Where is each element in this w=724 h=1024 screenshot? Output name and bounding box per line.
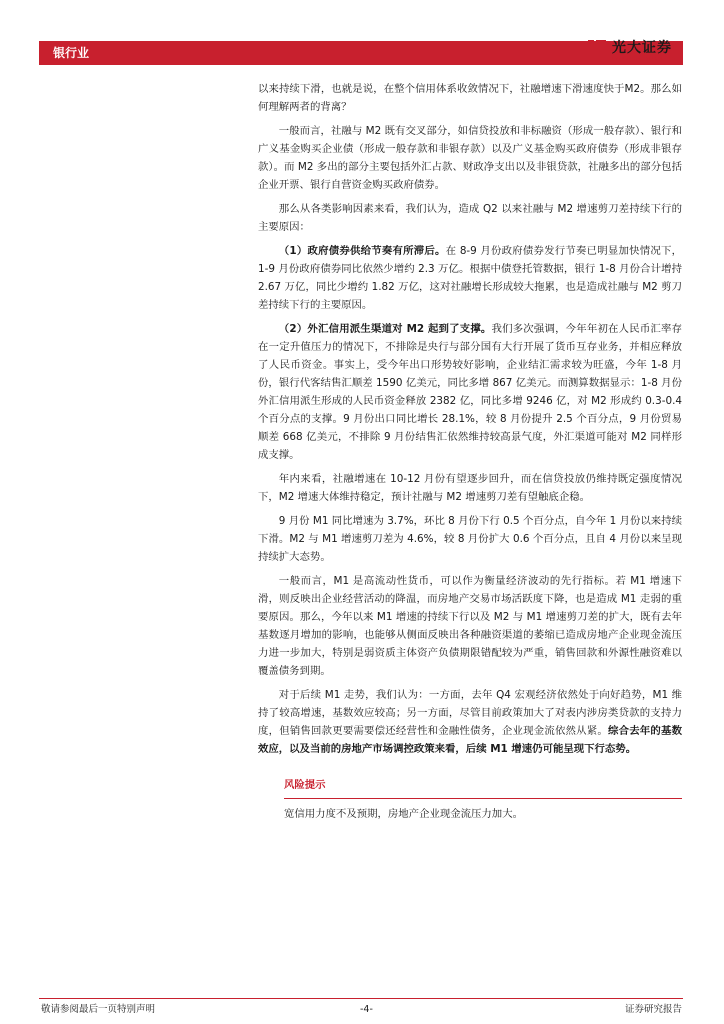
footer-disclaimer: 敬请参阅最后一页特别声明 [41,1004,156,1015]
point-title: （2）外汇信用派生渠道对 M2 起到了支撑。 [278,323,492,335]
paragraph: 一般而言，社融与 M2 既有交叉部分，如信贷投放和非标融资（形成一般存款）、银行和广义基金购买企业债（形成一般存款和非银存款）以及广义基金购买政府债券（形成非银存款）。而 M2 多出的部分主要包括外汇占款、财政净支出以及非银贷款，社融多出的部分包括企业开票、银行自营资金购买政府债券。 [258,125,682,191]
paragraph: 以来持续下滑，也就是说，在整个信用体系收敛情况下，社融增速下滑速度快于M2。那么如何理解两者的背离？ [258,83,682,113]
point-paragraph [258,242,682,314]
risk-title: 风险提示 [284,779,326,791]
paragraph: 年内来看，社融增速在 10-12 月份有望逐步回升，而在信贷投放仍维持既定强度情况下，M2 增速大体维持稳定，预计社融与 M2 增速剪刀差有望触底企稳。 [258,473,682,503]
point-paragraph [258,320,682,464]
logo-text-en: EVERBRIGHT SECURITIES [612,57,676,62]
risk-section [284,776,682,823]
main-content [258,80,682,764]
point-title: （1）政府债券供给节奏有所滞后。 [278,245,446,257]
logo-text-cn: 光大证券 [612,40,672,56]
footer-report-type: 证券研究报告 [624,1004,682,1015]
point-body: 我们多次强调，今年年初在人民币汇率存在一定升值压力的情况下，不排除是央行与部分国有大行开展了货币互存业务，并相应释放了人民币资金。事实上，受今年出口形势较好影响，企业结汇需求较为旺盛，今年 1-8 月份，银行代客结售汇顺差 1590 亿美元，同比多增 867 亿美元。而测算数据显示：1-8 月份外汇信用派生形成的人民币资金释放 2382 亿，同比多增 9246 亿，对 M2 形成约 0.3-0.4 个百分点的支撑。9 月份出口同比增长 28.1%，较 8 月份提升 2.5 个百分点，9 月份贸易顺差 668 亿美元，不排除 9 月份结售汇依然维持较高景气度，外汇渠道可能对 M2 同样形成支撑。 [258,323,682,461]
paragraph: 那么从各类影响因素来看，我们认为，造成 Q2 以来社融与 M2 增速剪刀差持续下行的主要原因： [258,203,682,233]
everbright-logo [586,38,696,68]
everbright-logo-icon [586,38,608,66]
page-number: -4- [360,1004,373,1015]
paragraph [258,686,682,758]
section-label: 银行业 [53,46,90,60]
paragraph: 9 月份 M1 同比增速为 3.7%，环比 8 月份下行 0.5 个百分点，自今年 1 月份以来持续下滑。M2 与 M1 增速剪刀差为 4.6%，较 8 月份扩大 0.6 个百分点，且自 4 月份以来呈现持续扩大态势。 [258,515,682,563]
final-paragraph-conclusion: 综合去年的基数效应，以及当前的房地产市场调控政策来看，后续 M1 增速仍可能呈现下行态势。 [258,725,683,755]
risk-text: 宽信用力度不及预期，房地产企业现金流压力加大。 [284,808,523,820]
final-paragraph-text: 对于后续 M1 走势，我们认为：一方面，去年 Q4 宏观经济依然处于向好趋势，M1 维持了较高增速，基数效应较高；另一方面，尽管目前政策加大了对表内涉房类贷款的支持力度，但销售回款更要需要偿还经营性和金融性债务，企业现金流依然从紧。 [258,689,682,737]
footer-divider [39,998,683,999]
risk-divider [284,798,682,799]
point-body: 在 8-9 月份政府债券发行节奏已明显加快情况下，1-9 月份政府债券同比依然少增约 2.3 万亿。根据中债登托管数据，银行 1-8 月份合计增持 2.67 万亿，同比少增约 1.82 万亿，这对社融增长形成较大拖累，也是造成社融与 M2 剪刀差持续下行的主要原因。 [258,245,682,311]
paragraph: 一般而言，M1 是高流动性货币，可以作为衡量经济波动的先行指标。若 M1 增速下滑，则反映出企业经营活动的降温，而房地产交易市场活跃度下降，也是造成 M1 走弱的重要原因。那么，今年以来 M1 增速的持续下行以及 M2 与 M1 增速剪刀差的扩大，既有去年基数逐月增加的影响，也能够从侧面反映出各种融资渠道的萎缩已造成房地产企业现金流压力进一步加大，特别是弱资质主体资产负债期限错配较为严重，销售回款和外源性融资难以覆盖债务到期。 [258,575,682,677]
